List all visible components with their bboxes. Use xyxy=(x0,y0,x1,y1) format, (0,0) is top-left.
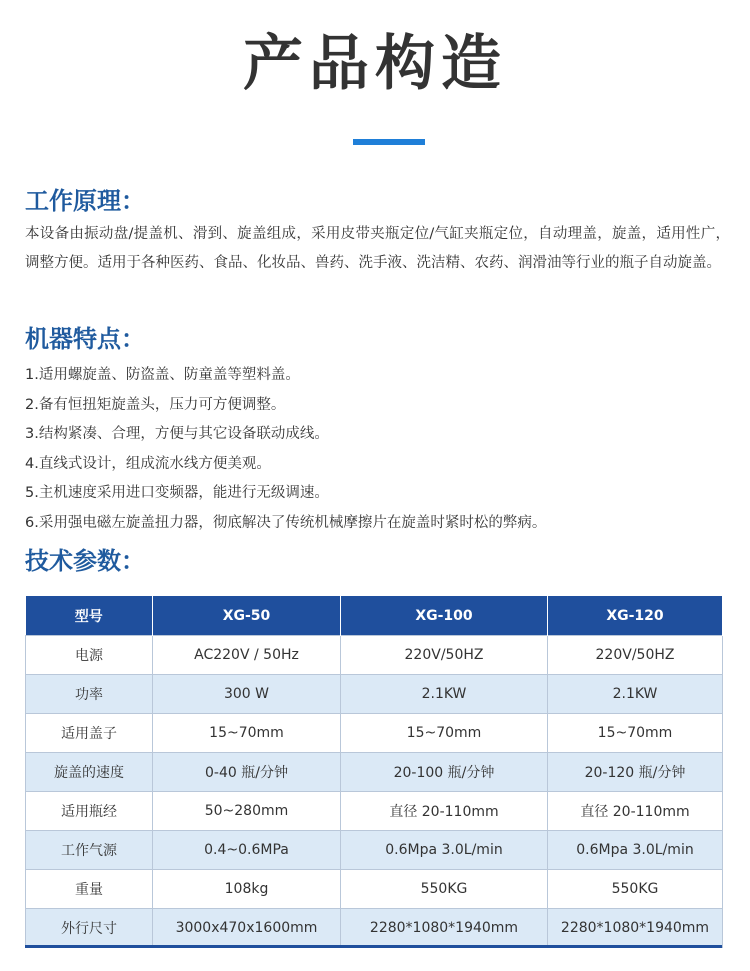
table-row xyxy=(26,792,723,831)
header-cell: XG-120 xyxy=(548,596,723,636)
header-cell: XG-100 xyxy=(341,596,548,636)
table-cell: 0.4~0.6MPa xyxy=(153,831,341,870)
table-cell: 直径 20-110mm xyxy=(341,792,548,831)
table-cell: 3000x470x1600mm xyxy=(153,909,341,948)
table-cell: 300 W xyxy=(153,675,341,714)
title-underline xyxy=(353,139,425,145)
table-row xyxy=(26,714,723,753)
table-row xyxy=(26,909,723,948)
table-row xyxy=(26,753,723,792)
table-cell: 15~70mm xyxy=(548,714,723,753)
feature-item: 5.主机速度采用进口变频器，能进行无级调速。 xyxy=(25,485,329,501)
feature-item: 6.采用强电磁左旋盖扭力器，彻底解决了传统机械摩擦片在旋盖时紧时松的弊病。 xyxy=(25,514,547,531)
specs-heading: 技术参数： xyxy=(25,547,145,575)
table-cell: 2.1KW xyxy=(341,675,548,714)
table-cell: 220V/50HZ xyxy=(548,636,723,675)
table-cell: 0.6Mpa 3.0L/min xyxy=(341,831,548,870)
table-cell: 20-100 瓶/分钟 xyxy=(341,753,548,792)
feature-item: 4.直线式设计，组成流水线方便美观。 xyxy=(25,455,271,472)
table-cell: 550KG xyxy=(341,870,548,909)
row-label: 外行尺寸 xyxy=(26,909,153,948)
row-label: 工作气源 xyxy=(26,831,153,870)
feature-item: 3.结构紧凑、合理，方便与其它设备联动成线。 xyxy=(25,426,329,442)
table-row xyxy=(26,831,723,870)
table-cell: 15~70mm xyxy=(341,714,548,753)
table-cell: 550KG xyxy=(548,870,723,909)
row-label: 重量 xyxy=(26,870,153,909)
table-cell: 15~70mm xyxy=(153,714,341,753)
row-label: 适用盖子 xyxy=(26,714,153,753)
features-list xyxy=(25,361,546,538)
header-cell: XG-50 xyxy=(153,596,341,636)
row-label: 旋盖的速度 xyxy=(26,753,153,792)
principle-heading: 工作原理： xyxy=(25,187,145,215)
table-cell: 20-120 瓶/分钟 xyxy=(548,753,723,792)
table-cell: 108kg xyxy=(153,870,341,909)
row-label: 功率 xyxy=(26,675,153,714)
feature-item: 2.备有恒扭矩旋盖头，压力可方便调整。 xyxy=(25,396,286,413)
table-row xyxy=(26,636,723,675)
features-heading: 机器特点： xyxy=(25,325,145,353)
feature-item: 1.适用螺旋盖、防盗盖、防童盖等塑料盖。 xyxy=(25,367,300,383)
table-bottom-border xyxy=(25,945,722,948)
row-label: 适用瓶经 xyxy=(26,792,153,831)
header-cell: 型号 xyxy=(26,596,153,636)
table-cell: 2.1KW xyxy=(548,675,723,714)
spec-table xyxy=(25,596,723,948)
table-cell: 0.6Mpa 3.0L/min xyxy=(548,831,723,870)
table-cell: AC220V / 50Hz xyxy=(153,636,341,675)
spec-header-row xyxy=(26,596,723,636)
principle-text: 本设备由振动盘/提盖机、滑到、旋盖组成，采用皮带夹瓶定位/气缸夹瓶定位，自动理盖，旋盖，适用性广，调整方便。适用于各种医药、食品、化妆品、兽药、洗手液、洗洁精、农药、润滑油等行业的瓶子自动旋盖。 xyxy=(25,226,730,271)
table-cell: 直径 20-110mm xyxy=(548,792,723,831)
table-row xyxy=(26,870,723,909)
table-cell: 0-40 瓶/分钟 xyxy=(153,753,341,792)
row-label: 电源 xyxy=(26,636,153,675)
table-cell: 50~280mm xyxy=(153,792,341,831)
table-cell: 220V/50HZ xyxy=(341,636,548,675)
table-cell: 2280*1080*1940mm xyxy=(548,909,723,948)
page-title: 产品构造 xyxy=(243,29,507,99)
table-cell: 2280*1080*1940mm xyxy=(341,909,548,948)
table-row xyxy=(26,675,723,714)
